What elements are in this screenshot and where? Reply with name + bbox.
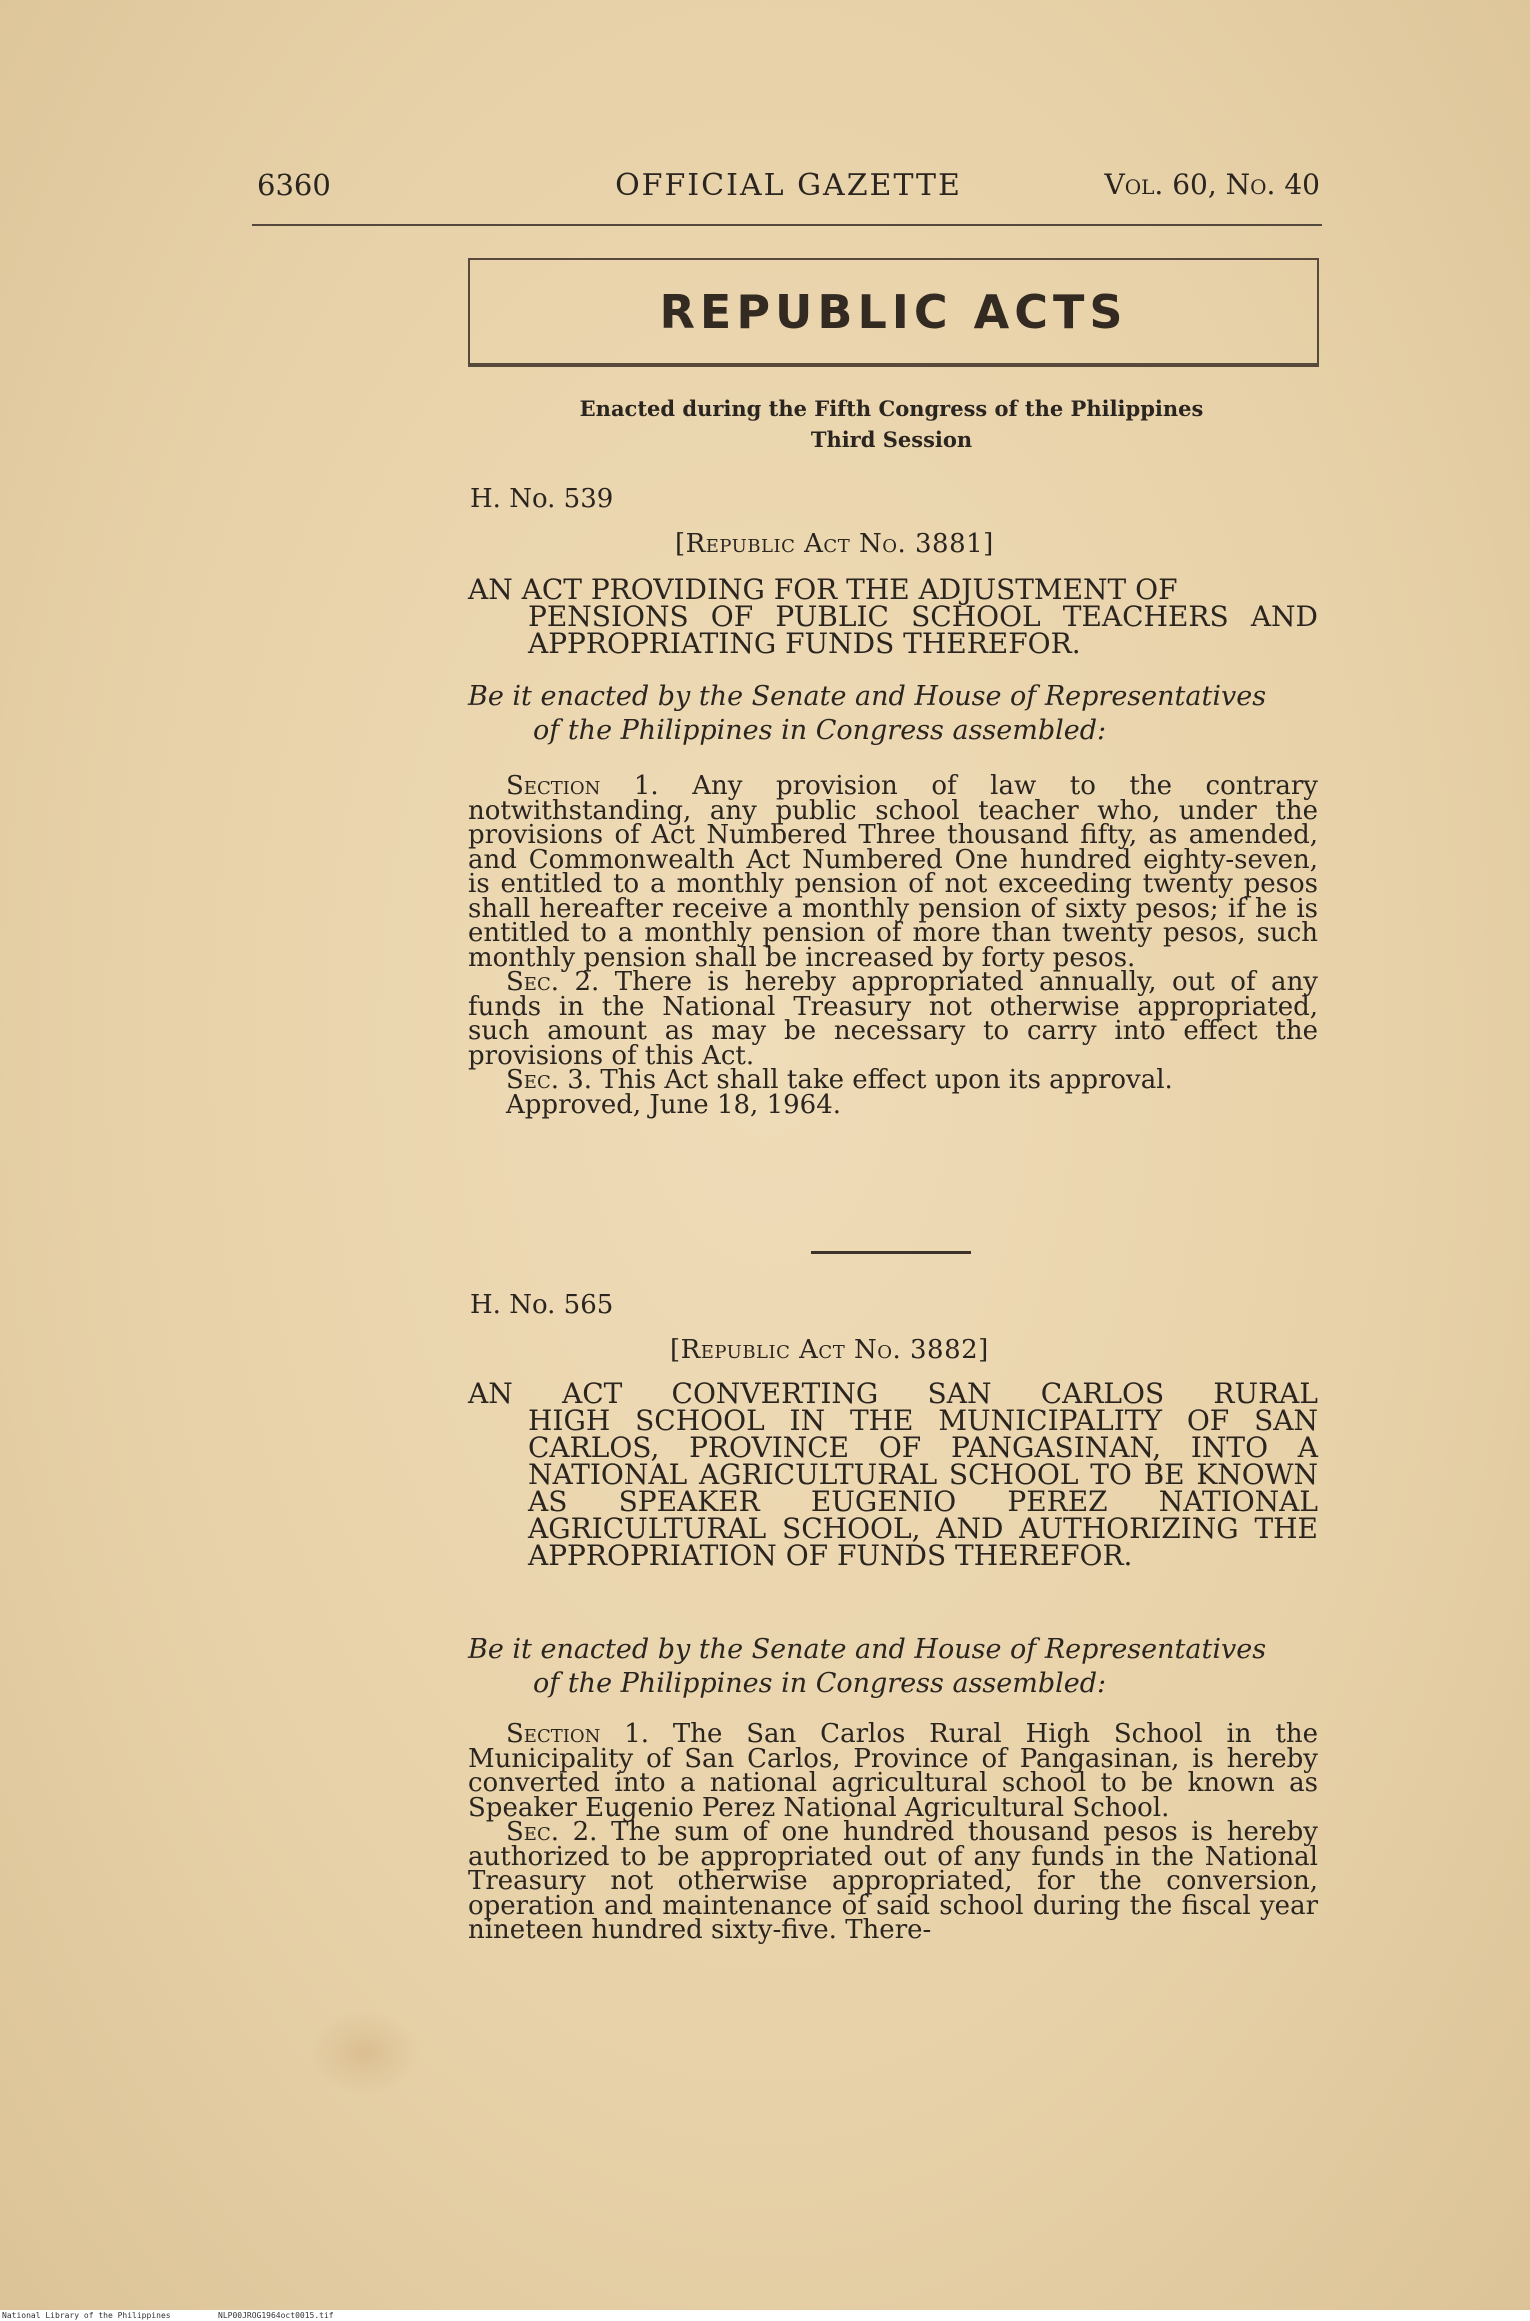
- section-label: Sec. 3.: [506, 1065, 593, 1095]
- republic-act-label: [Republic Act No. 3881]: [675, 529, 994, 559]
- act-body: [468, 771, 1318, 1120]
- section-text: The sum of one hundred thousand pesos is hereby authorized to be appropriated out of any funds in the National Treasury not otherwise appropriated, for the conversion, operation and maintenance of said school during the fiscal year nineteen hundred sixty-five. There-: [468, 1817, 1318, 1945]
- republic-act-label: [Republic Act No. 3882]: [670, 1335, 989, 1365]
- enacting-clause-line-1: Be it enacted by the Senate and House of Representatives: [468, 681, 1267, 712]
- section-title-box: [468, 258, 1319, 367]
- volume-number: Vol. 60, No. 40: [1104, 168, 1320, 201]
- act-title: [468, 1377, 1318, 1572]
- header-rule: [252, 224, 1322, 226]
- enacting-clause-line-2: of the Philippines in Congress assembled:: [533, 715, 1107, 746]
- page-number: 6360: [257, 168, 331, 202]
- enacting-clause-line-1: Be it enacted by the Senate and House of Representatives: [468, 1634, 1267, 1665]
- act-title-rest: PENSIONS OF PUBLIC SCHOOL TEACHERS AND APPROPRIATING FUNDS THEREFOR.: [528, 600, 1318, 660]
- act-title-first-line: AN ACT CONVERTING SAN CARLOS RURAL: [468, 1377, 1318, 1410]
- approval-date: Approved, June 18, 1964.: [506, 1089, 842, 1120]
- subtitle-line-1: Enacted during the Fifth Congress of the Philippines: [579, 396, 1204, 421]
- section-label: Section 1.: [506, 771, 659, 801]
- section-text: This Act shall take effect upon its approval.: [592, 1065, 1173, 1095]
- act-divider: [811, 1251, 971, 1254]
- section-label: Sec. 2.: [506, 1817, 598, 1847]
- footer-library: National Library of the Philippines: [2, 2311, 171, 2320]
- act-title: [468, 573, 1318, 660]
- paper-stain: [310, 2010, 420, 2095]
- section-paragraph: [468, 1719, 1319, 1823]
- enacting-clause: [468, 680, 1328, 748]
- enacting-clause-line-2: of the Philippines in Congress assembled:: [533, 1668, 1107, 1699]
- scan-footer: [0, 2310, 1530, 2321]
- section-paragraph: [468, 771, 1318, 973]
- section-title: REPUBLIC ACTS: [659, 284, 1128, 339]
- enacting-clause: [468, 1633, 1328, 1701]
- running-header: [257, 168, 1320, 218]
- section-label: Section 1.: [506, 1719, 650, 1749]
- section-paragraph: [468, 1817, 1318, 1945]
- section-paragraph: [468, 967, 1318, 1071]
- house-bill-number: H. No. 539: [470, 484, 614, 514]
- section-text: The San Carlos Rural High School in the Municipality of San Carlos, Province of Pangasinan, is hereby converted into a national agricultural school to be known as Speaker Eugenio Perez National Agricultural School.: [468, 1719, 1319, 1823]
- section-text: Any provision of law to the contrary notwithstanding, any public school teacher who, under the provisions of Act Numbered Three thousand fifty, as amended, and Commonwealth Act Numbered One hundred eighty-seven, is entitled to a monthly pension of not exceeding twenty pesos shall hereafter receive a monthly pension of sixty pesos; if he is entitled to a monthly pension of more than twenty pesos, such monthly pension shall be increased by forty pesos.: [468, 771, 1318, 973]
- act-title-first-line: AN ACT PROVIDING FOR THE ADJUSTMENT OF: [468, 573, 1178, 606]
- subtitle-line-2: Third Session: [810, 427, 973, 452]
- section-paragraph: [468, 1065, 1318, 1095]
- act-title-rest: HIGH SCHOOL IN THE MUNICIPALITY OF SAN CARLOS, PROVINCE OF PANGASINAN, INTO A NATIONAL AGRICULTURAL SCHOOL TO BE KNOWN AS SPEAKER EUGENIO PEREZ NATIONAL AGRICULTURAL SCHOOL, AND AUTHORIZING THE APPROPRIATION OF FUNDS THEREFOR.: [528, 1404, 1318, 1572]
- act-body: [468, 1719, 1319, 1945]
- section-label: Sec. 2.: [506, 967, 600, 997]
- footer-file: NLP00JROG1964oct0015.tif: [218, 2311, 334, 2320]
- house-bill-number: H. No. 565: [470, 1290, 614, 1320]
- publication-title: OFFICIAL GAZETTE: [615, 168, 962, 203]
- section-text: There is hereby appropriated annually, out of any funds in the National Treasury not otherwise appropriated, such amount as may be necessary to carry into effect the provisions of this Act.: [468, 967, 1318, 1071]
